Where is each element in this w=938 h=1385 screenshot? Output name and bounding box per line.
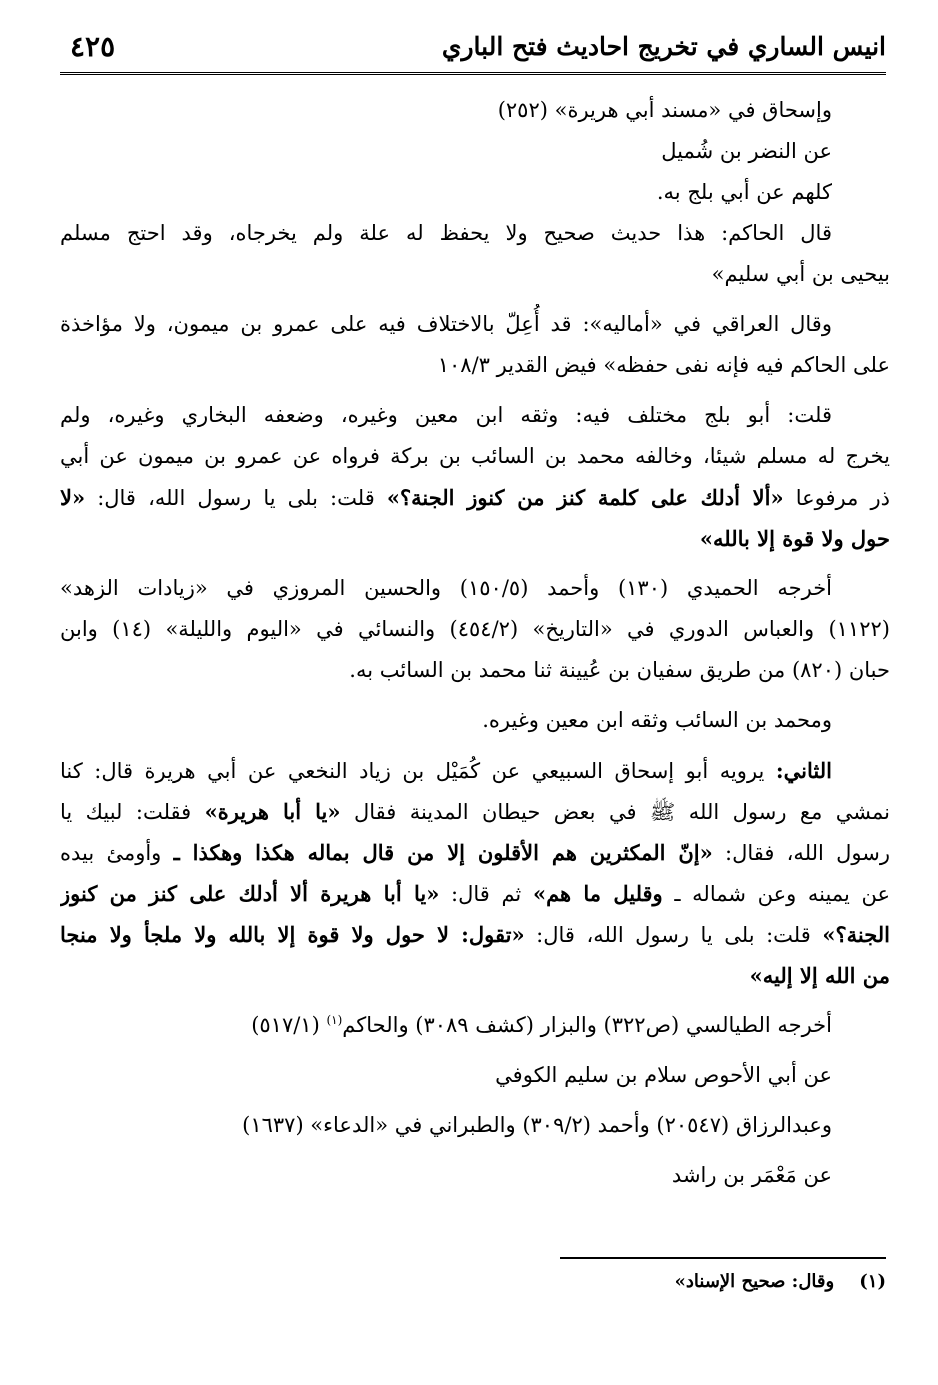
text-line: عن النضر بن شُميل <box>661 139 832 163</box>
footnote-ref: (١) <box>326 1013 343 1027</box>
text-line <box>60 832 890 873</box>
text-line <box>60 791 890 832</box>
hadith-quote: وقليل ما هم» <box>532 881 663 906</box>
page-number: ٤٢٥ <box>70 30 116 63</box>
text-line: أخرجه الحميدي (١٣٠) وأحمد (١٥٠/٥) والحسين المروزي في «زيادات الزهد» <box>60 576 833 600</box>
text-line: وقال العراقي في «أماليه»: قد أُعِلّ بالاختلاف فيه على عمرو بن ميمون، ولا مؤاخذة <box>60 312 832 336</box>
text-line: (١١٢٢) والعباس الدوري في «التاريخ» (٤٥٤/٢) والنسائي في «اليوم والليلة» (١٤) وابن <box>60 617 890 641</box>
footnote <box>675 1271 886 1292</box>
text-line <box>60 873 890 914</box>
text-line <box>60 1005 890 1046</box>
hadith-quote: «إنّ المكثرين هم الأقلون إلا من قال بماله هكذا وهكذا ـ <box>173 840 713 865</box>
hadith-quote: «يا أبا هريرة ألا أدلك على كنز من كنوز <box>60 881 440 906</box>
text-line <box>60 914 890 955</box>
text-line: بيحيى بن أبي سليم» <box>711 262 890 286</box>
text-segment: قلت: بلى يا رسول الله، قال: <box>97 486 375 510</box>
text-line: قال الحاكم: هذا حديث صحيح ولا يحفظ له علة ولم يخرجاه، وقد احتج مسلم <box>60 221 832 245</box>
hadith-quote: «ألا أدلك على كلمة كنز من كنوز الجنة؟» <box>386 485 784 510</box>
section-label: الثاني: <box>775 758 832 783</box>
footnote-marker: (١) <box>859 1271 886 1292</box>
footnote-text: وقال: صحيح الإسناد» <box>674 1271 835 1292</box>
text-segment: ذر مرفوعا <box>795 486 890 510</box>
text-segment: رسول الله، فقال: <box>725 841 890 865</box>
page-body <box>60 90 890 1196</box>
text-line: يخرج له مسلم شيئا، وخالفه محمد بن السائب بن بركة فرواه عن عمرو بن ميمون عن أبي <box>60 444 890 468</box>
hadith-quote: «تقول: لا حول ولا قوة إلا بالله ولا ملجأ ولا منجا <box>60 922 525 947</box>
hadith-quote: «يا أبا هريرة» <box>204 799 341 824</box>
text-segment: نمشي مع رسول الله ﷺ في بعض حيطان المدينة فقال <box>353 800 890 824</box>
text-segment: عن يمينه وعن شماله ـ <box>674 882 890 906</box>
text-line: ومحمد بن السائب وثقه ابن معين وغيره. <box>482 708 832 732</box>
text-segment: قلت: بلى يا رسول الله، قال: <box>536 923 811 947</box>
text-line: كلهم عن أبي بلج به. <box>656 180 832 204</box>
page-header <box>60 22 886 75</box>
text-line: وإسحاق في «مسند أبي هريرة» (٢٥٢) <box>497 98 832 122</box>
hadith-quote: «لا <box>60 485 86 510</box>
text-segment: (٥١٧/١) <box>251 1013 327 1037</box>
text-line <box>60 477 890 518</box>
footnote-divider <box>560 1257 886 1259</box>
hadith-quote: الجنة؟» <box>822 922 890 947</box>
text-line: عن مَعْمَر بن راشد <box>671 1163 832 1187</box>
book-title: انيس الساري في تخريج احاديث فتح الباري <box>441 32 886 61</box>
text-segment: ثم قال: <box>451 882 522 906</box>
text-line: قلت: أبو بلج مختلف فيه: وثقه ابن معين وغيره، وضعفه البخاري وغيره، ولم <box>60 403 832 427</box>
text-line <box>60 750 890 791</box>
text-segment: أخرجه الطيالسي (ص٣٢٢) والبزار (كشف ٣٠٨٩) والحاكم <box>342 1013 832 1037</box>
hadith-quote-line: حول ولا قوة إلا بالله» <box>699 526 890 551</box>
text-line: على الحاكم فيه فإنه نفى حفظه» فيض القدير ١٠٨/٣ <box>437 353 890 377</box>
text-line: حبان (٨٢٠) من طريق سفيان بن عُيينة ثنا محمد بن السائب به. <box>349 658 890 682</box>
text-segment: فقلت: لبيك يا <box>60 800 192 824</box>
text-line: وعبدالرزاق (٢٠٥٤٧) وأحمد (٣٠٩/٢) والطبراني في «الدعاء» (١٦٣٧) <box>242 1113 832 1137</box>
text-line: عن أبي الأحوص سلام بن سليم الكوفي <box>495 1063 832 1087</box>
text-segment: وأومئ بيده <box>60 841 162 865</box>
hadith-quote-line: من الله إلا إليه» <box>749 963 890 988</box>
text-segment: يرويه أبو إسحاق السبيعي عن كُمَيْل بن زياد النخعي عن أبي هريرة قال: كنا <box>60 759 765 783</box>
